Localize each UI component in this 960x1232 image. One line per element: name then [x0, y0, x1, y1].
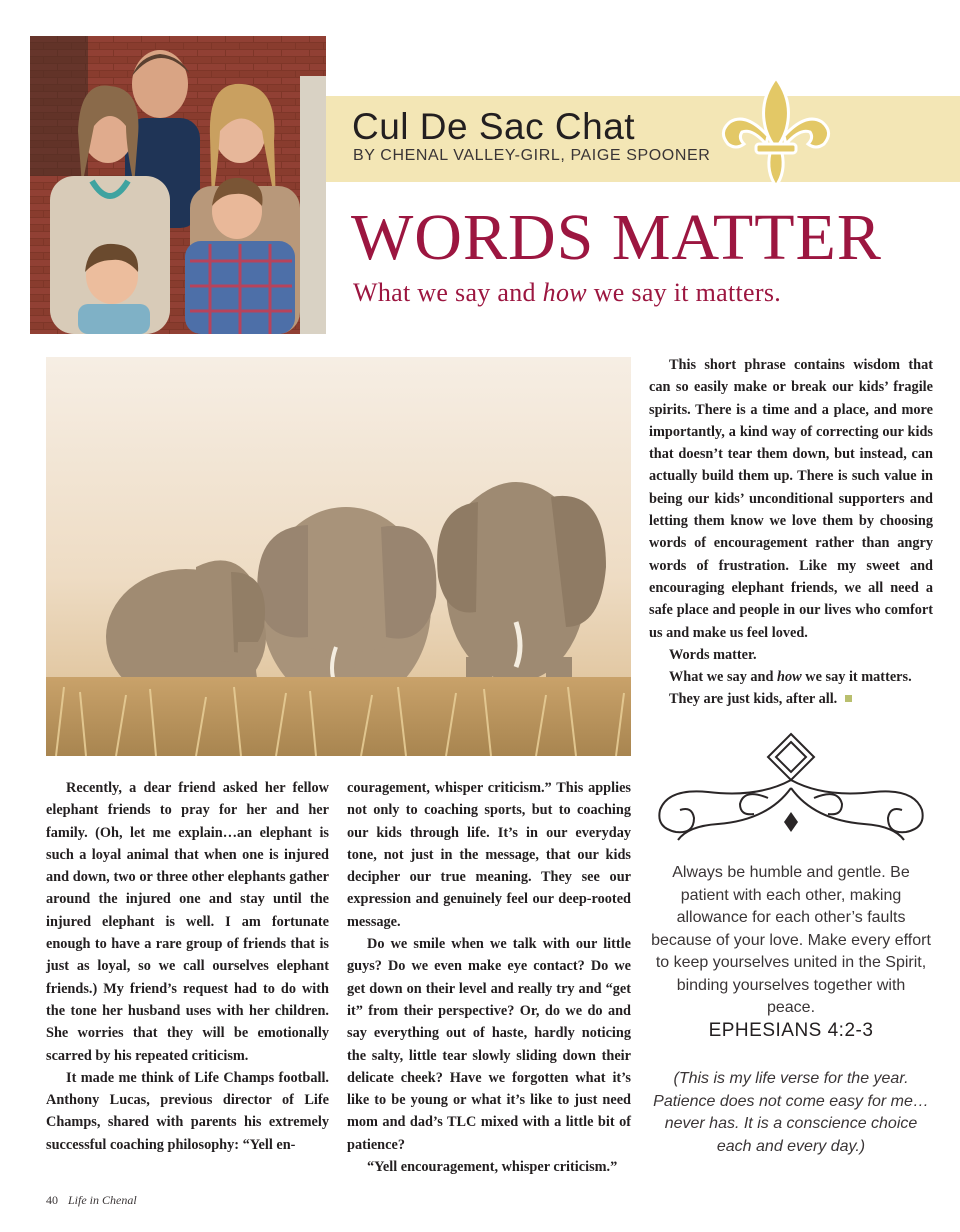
- page-footer: [46, 1193, 137, 1208]
- page-number: 40: [46, 1193, 58, 1207]
- family-photo: [30, 36, 326, 334]
- paragraph: “Yell encouragement, whisper criticism.”: [367, 1159, 618, 1176]
- paragraph: Words matter.: [669, 646, 757, 663]
- paragraph: Do we smile when we talk with our little guys? Do we even make eye contact? Do we get down on their level and really try and “get it” from their perspective? Or, do we do and say everything out of haste, hardly noticing the salty, little tear slowly sliding down their delicate cheek? Have we forgotten what it’s like to be young or what it’s like to just need mom and dad’s TLC mixed with a little bit of patience?: [347, 936, 631, 1153]
- column-title: Cul De Sac Chat: [352, 106, 636, 147]
- article-column-right: [649, 354, 933, 711]
- paragraph: This short phrase contains wisdom that can so easily make or break our kids’ fragile spirits. There is a time and a place, and more importantly, a kind way of correcting our kids that doesn’t tear them down, but instead, can actually build them up. There is such value in being our kids’ unconditional supporters and letting them know we love them by choosing words of encouragement rather than angry words of frustration. Like my sweet and encouraging elephant friends, we all need a safe place and people in our lives who comfort us and make us feel loved.: [649, 357, 933, 641]
- scroll-ornament-icon: [648, 728, 934, 848]
- verse-reference: EPHESIANS 4:2-3: [708, 1020, 874, 1041]
- paragraph: They are just kids, after all.: [649, 688, 933, 710]
- subhead: What we say and how we say it matters.: [353, 278, 782, 307]
- paragraph: couragement, whisper criticism.” This applies not only to coaching sports, but to coaching our kids through life. It’s in our everyday tone, not just in the message, that our kids decipher our true meaning. They see our expression and genuinely feel our deep-rooted message.: [347, 780, 631, 930]
- paragraph: What we say and how we say it matters.: [669, 669, 912, 686]
- end-mark: [845, 695, 852, 702]
- verse-text: Always be humble and gentle. Be patient with each other, making allowance for each other’s faults because of your love. Make every effort to keep yourselves united in the Spirit, binding yourselves together with peace.: [651, 864, 931, 1016]
- magazine-name: Life in Chenal: [68, 1193, 137, 1207]
- headline: WORDS MATTER: [351, 201, 882, 274]
- article-column-middle: [347, 777, 631, 1178]
- elephant-photo: [46, 357, 631, 756]
- paragraph: It made me think of Life Champs football. Anthony Lucas, previous director of Life Champs, shared with parents his extremely successful coaching philosophy: “Yell en-: [46, 1069, 329, 1153]
- verse-note: (This is my life verse for the year. Patience does not come easy for me…never has. It is a conscience choice each and every day.): [653, 1070, 929, 1155]
- byline: BY CHENAL VALLEY-GIRL, PAIGE SPOONER: [353, 147, 711, 164]
- article-column-left: [46, 777, 329, 1156]
- fleur-de-lis-icon: [716, 72, 836, 192]
- paragraph: Recently, a dear friend asked her fellow elephant friends to pray for her and her family. (Oh, let me explain…an elephant is such a loyal animal that when one is injured and down, two or three other elephants gather around the injured one and stay until the injured elephant is well. I am fortunate enough to have a rare group of friends that is just as loyal, so we call ourselves elephant friends.) My friend’s request had to do with the tone her husband uses with her children. She worries that they will be emotionally scarred by his repeated criticism.: [46, 780, 329, 1064]
